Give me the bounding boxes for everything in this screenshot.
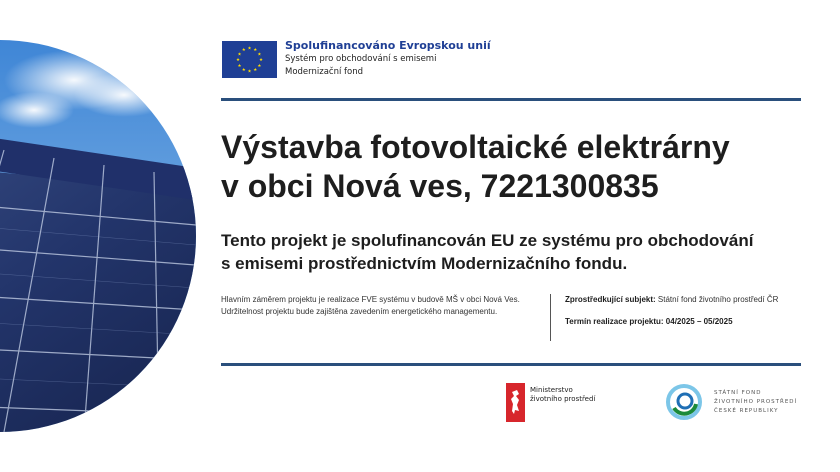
project-title-line1: Výstavba fotovoltaické elektrárny [221,129,730,165]
project-subtitle-line1: Tento projekt je spolufinancován EU ze systému pro obchodování [221,231,754,250]
eu-star-icon: ★ [237,62,242,68]
project-subtitle-line2: s emisemi prostřednictvím Modernizačního fondu. [221,254,628,273]
term-value: 04/2025 – 05/2025 [665,317,733,326]
eu-star-icon: ★ [253,47,258,53]
project-details [565,294,805,338]
project-subtitle [221,229,801,275]
sfzp-name [714,389,797,416]
intermediary-value: Státní fond životního prostředí ČR [657,295,779,304]
eu-star-icon: ★ [241,67,246,73]
mzp-line2: životního prostředí [530,395,596,403]
eu-funding-block [285,39,491,79]
eu-star-icon: ★ [257,51,262,57]
eu-funding-title: Spolufinancováno Evropskou unií [285,39,491,52]
mzp-name [530,386,595,404]
project-title-line2: v obci Nová ves, 7221300835 [221,168,659,204]
sfzp-line1: STÁTNÍ FOND [714,390,762,396]
sfzp-line3: ČESKÉ REPUBLIKY [714,408,779,414]
eu-star-icon: ★ [235,57,241,63]
mzp-lion-logo-icon [506,383,525,422]
intermediary-label: Zprostředkující subjekt: [565,295,656,304]
eu-star-icon: ★ [237,51,242,57]
project-description: Hlavním záměrem projektu je realizace FVE systému v budově MŠ v obci Nová Ves. Udržitelnost projektu bude zajištěna zavedením energetického managementu. [221,295,520,316]
eu-star-icon: ★ [253,67,258,73]
eu-star-icon: ★ [257,62,262,68]
eu-funding-line2: Modernizační fond [285,67,364,77]
top-divider [221,98,801,101]
mzp-line1: Ministerstvo [530,386,573,394]
term-row [565,316,805,328]
solar-panels-photo [0,40,196,432]
term-label: Termín realizace projektu: [565,317,664,326]
project-title [221,128,801,206]
vertical-divider [550,294,551,341]
intermediary-row [565,294,805,306]
eu-star-icon: ★ [258,57,264,63]
eu-flag-icon [222,41,277,78]
eu-star-icon: ★ [247,45,252,51]
eu-funding-line1: Systém pro obchodování s emisemi [285,54,437,64]
eu-star-icon: ★ [241,47,246,53]
bottom-divider [221,363,801,366]
eu-star-icon: ★ [247,68,252,74]
sfzp-line2: ŽIVOTNÍHO PROSTŘEDÍ [714,399,798,405]
sfzp-circle-logo-icon [666,384,702,420]
